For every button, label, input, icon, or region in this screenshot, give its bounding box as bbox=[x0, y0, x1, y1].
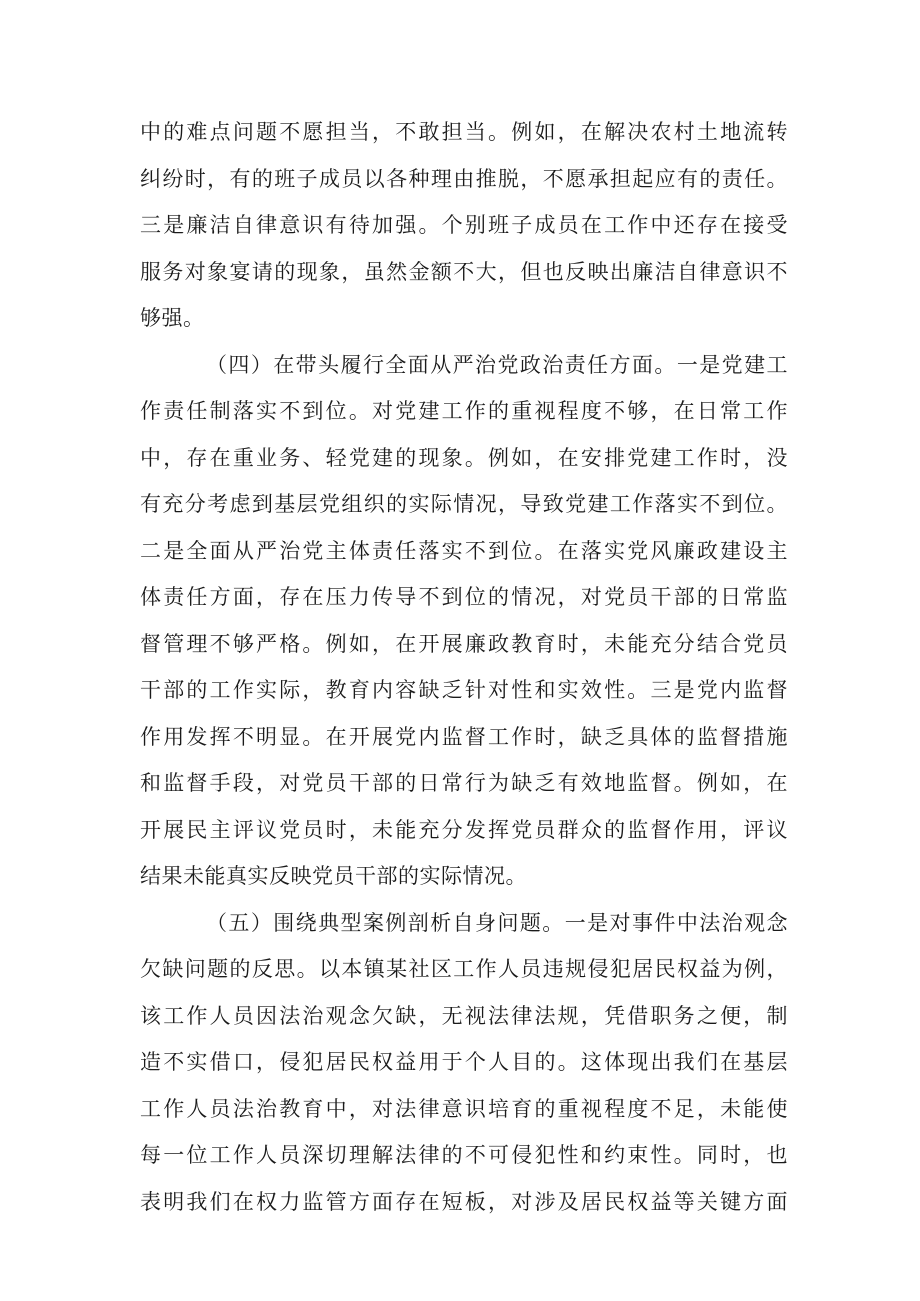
text-line: 够强。 bbox=[140, 306, 205, 330]
section-heading-line: （五）围绕典型案例剖析自身问题。一是对事件中法治观念 bbox=[206, 910, 788, 935]
text-line: 二是全面从严治党主体责任落实不到位。在落实党风廉政建设主 bbox=[140, 538, 788, 563]
text-line: 表明我们在权力监管方面存在短板，对涉及居民权益等关键方面 bbox=[140, 1189, 788, 1214]
text-line: 该工作人员因法治观念欠缺，无视法律法规，凭借职务之便，制 bbox=[140, 1003, 788, 1028]
text-line: 有充分考虑到基层党组织的实际情况，导致党建工作落实不到位。 bbox=[140, 492, 788, 516]
text-line: 开展民主评议党员时，未能充分发挥党员群众的监督作用，评议 bbox=[140, 817, 788, 842]
text-line: 中的难点问题不愿担当，不敢担当。例如，在解决农村土地流转 bbox=[140, 120, 788, 144]
text-line: 和监督手段，对党员干部的日常行为缺乏有效地监督。例如，在 bbox=[140, 771, 788, 795]
text-line: 作责任制落实不到位。对党建工作的重视程度不够，在日常工作 bbox=[140, 399, 788, 423]
text-line: 三是廉洁自律意识有待加强。个别班子成员在工作中还存在接受 bbox=[140, 213, 788, 237]
text-line: 督管理不够严格。例如，在开展廉政教育时，未能充分结合党员 bbox=[140, 631, 788, 656]
text-line: 中，存在重业务、轻党建的现象。例如，在安排党建工作时，没 bbox=[140, 445, 788, 470]
text-line: 服务对象宴请的现象，虽然金额不大，但也反映出廉洁自律意识不 bbox=[140, 259, 788, 284]
text-line: 干部的工作实际，教育内容缺乏针对性和实效性。三是党内监督 bbox=[140, 678, 788, 702]
text-line: 每一位工作人员深切理解法律的不可侵犯性和约束性。同时，也 bbox=[140, 1143, 788, 1167]
text-line: 造不实借口，侵犯居民权益用于个人目的。这体现出我们在基层 bbox=[140, 1050, 788, 1074]
section-heading-line: （四）在带头履行全面从严治党政治责任方面。一是党建工 bbox=[206, 352, 788, 377]
text-line: 体责任方面，存在压力传导不到位的情况，对党员干部的日常监 bbox=[140, 585, 788, 609]
text-line: 欠缺问题的反思。以本镇某社区工作人员违规侵犯居民权益为例， bbox=[140, 957, 788, 981]
text-line: 作用发挥不明显。在开展党内监督工作时，缺乏具体的监督措施 bbox=[140, 724, 788, 749]
text-line: 纠纷时，有的班子成员以各种理由推脱，不愿承担起应有的责任。 bbox=[140, 166, 788, 191]
text-line: 结果未能真实反映党员干部的实际情况。 bbox=[140, 864, 527, 888]
body-text bbox=[140, 109, 788, 1225]
text-line: 工作人员法治教育中，对法律意识培育的重视程度不足，未能使 bbox=[140, 1096, 788, 1121]
